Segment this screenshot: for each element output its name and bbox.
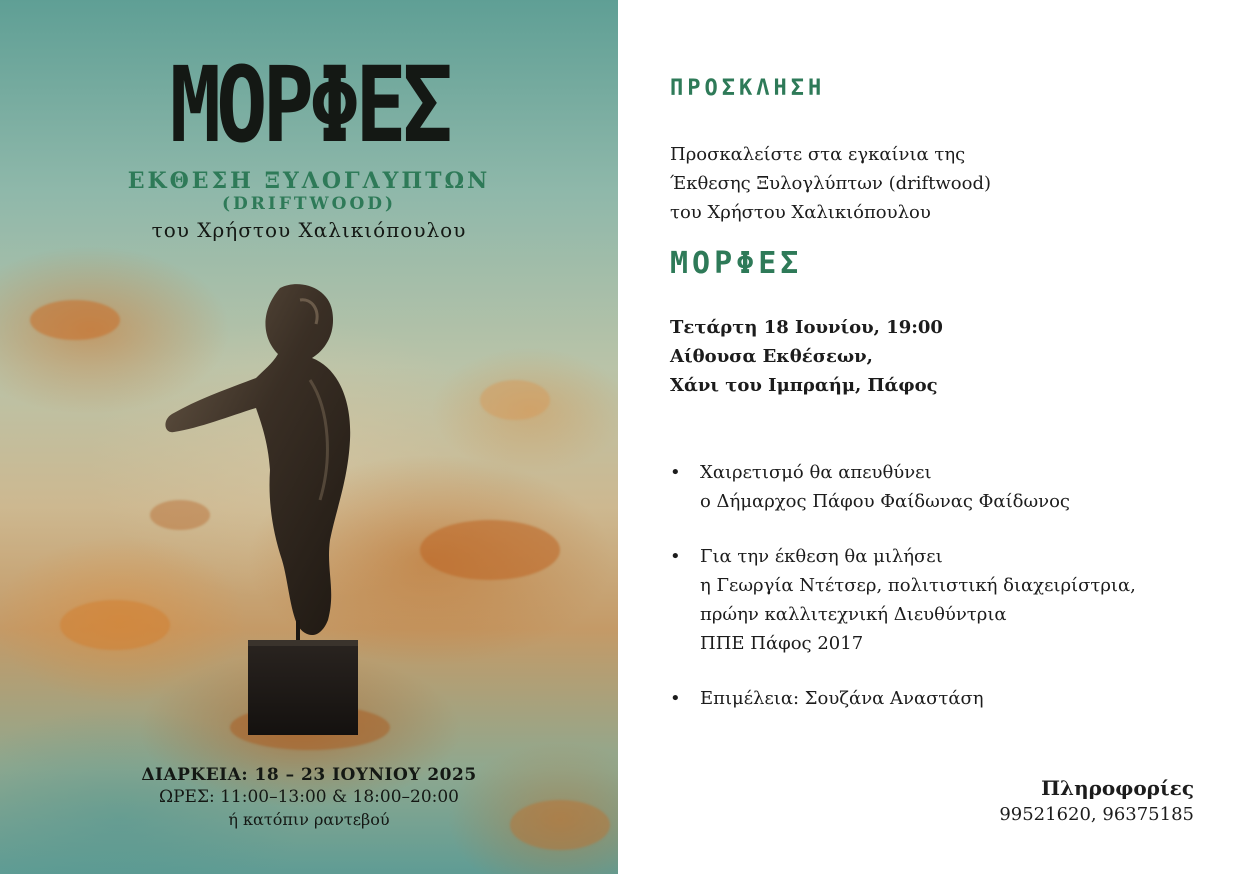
invitation-heading: ΠΡΟΣΚΛΗΣΗ (670, 76, 826, 101)
intro-line: του Χρήστου Χαλικιόπουλου (670, 202, 931, 223)
info-label: Πληροφορίες (1041, 776, 1194, 800)
poster-subtitle-note: (DRIFTWOOD) (221, 194, 397, 214)
list-item-line: ο Δήμαρχος Πάφου Φαίδωνας Φαίδωνος (700, 491, 1071, 512)
event-date: Τετάρτη 18 Ιουνίου, 19:00 (670, 317, 943, 338)
list-item-line: ΠΠΕ Πάφος 2017 (700, 633, 864, 654)
program-list (670, 458, 1210, 739)
intro-line: Προσκαλείστε στα εγκαίνια της (670, 144, 966, 165)
invitation-when-where (670, 313, 943, 400)
poster-duration: ΔΙΑΡΚΕΙΑ: 18 – 23 ΙΟΥΝΙΟΥ 2025 (141, 765, 477, 785)
event-venue: Αίθουσα Εκθέσεων, (670, 346, 873, 367)
list-item-line: πρώην καλλιτεχνική Διευθύντρια (700, 604, 1007, 625)
list-item (670, 684, 1210, 713)
info-phones: 99521620, 96375185 (999, 804, 1194, 825)
bullet: • (670, 688, 681, 709)
invitation-intro (670, 140, 991, 227)
poster-subtitle: ΕΚΘΕΣΗ ΞΥΛΟΓΛΥΠΤΩΝ (127, 168, 491, 194)
poster-hours: ΩΡΕΣ: 11:00–13:00 & 18:00–20:00 (159, 787, 459, 807)
list-item-line: Για την έκθεση θα μιλήσει (700, 546, 943, 567)
invitation-title: ΜΟΡΦΕΣ (670, 246, 803, 281)
list-item (670, 542, 1210, 658)
exhibition-poster (0, 0, 618, 874)
bullet: • (670, 546, 681, 567)
bullet: • (670, 462, 681, 483)
info-block (930, 774, 1194, 828)
poster-footer (0, 764, 618, 832)
list-item-line: η Γεωργία Ντέτσερ, πολιτιστική διαχειρίστρια, (700, 575, 1136, 596)
intro-line: Έκθεσης Ξυλογλύπτων (driftwood) (670, 173, 992, 194)
poster-artist: του Χρήστου Χαλικιόπουλου (151, 218, 467, 242)
poster-appointment: ή κατόπιν ραντεβού (228, 810, 390, 829)
event-location: Χάνι του Ιμπραήμ, Πάφος (670, 375, 938, 396)
poster-title: ΜΟΡΦΕΣ (169, 44, 449, 166)
list-item-line: Επιμέλεια: Σουζάνα Αναστάση (700, 688, 984, 709)
list-item-line: Χαιρετισμό θα απευθύνει (700, 462, 932, 483)
driftwood-sculpture-image (160, 280, 380, 740)
list-item (670, 458, 1210, 516)
